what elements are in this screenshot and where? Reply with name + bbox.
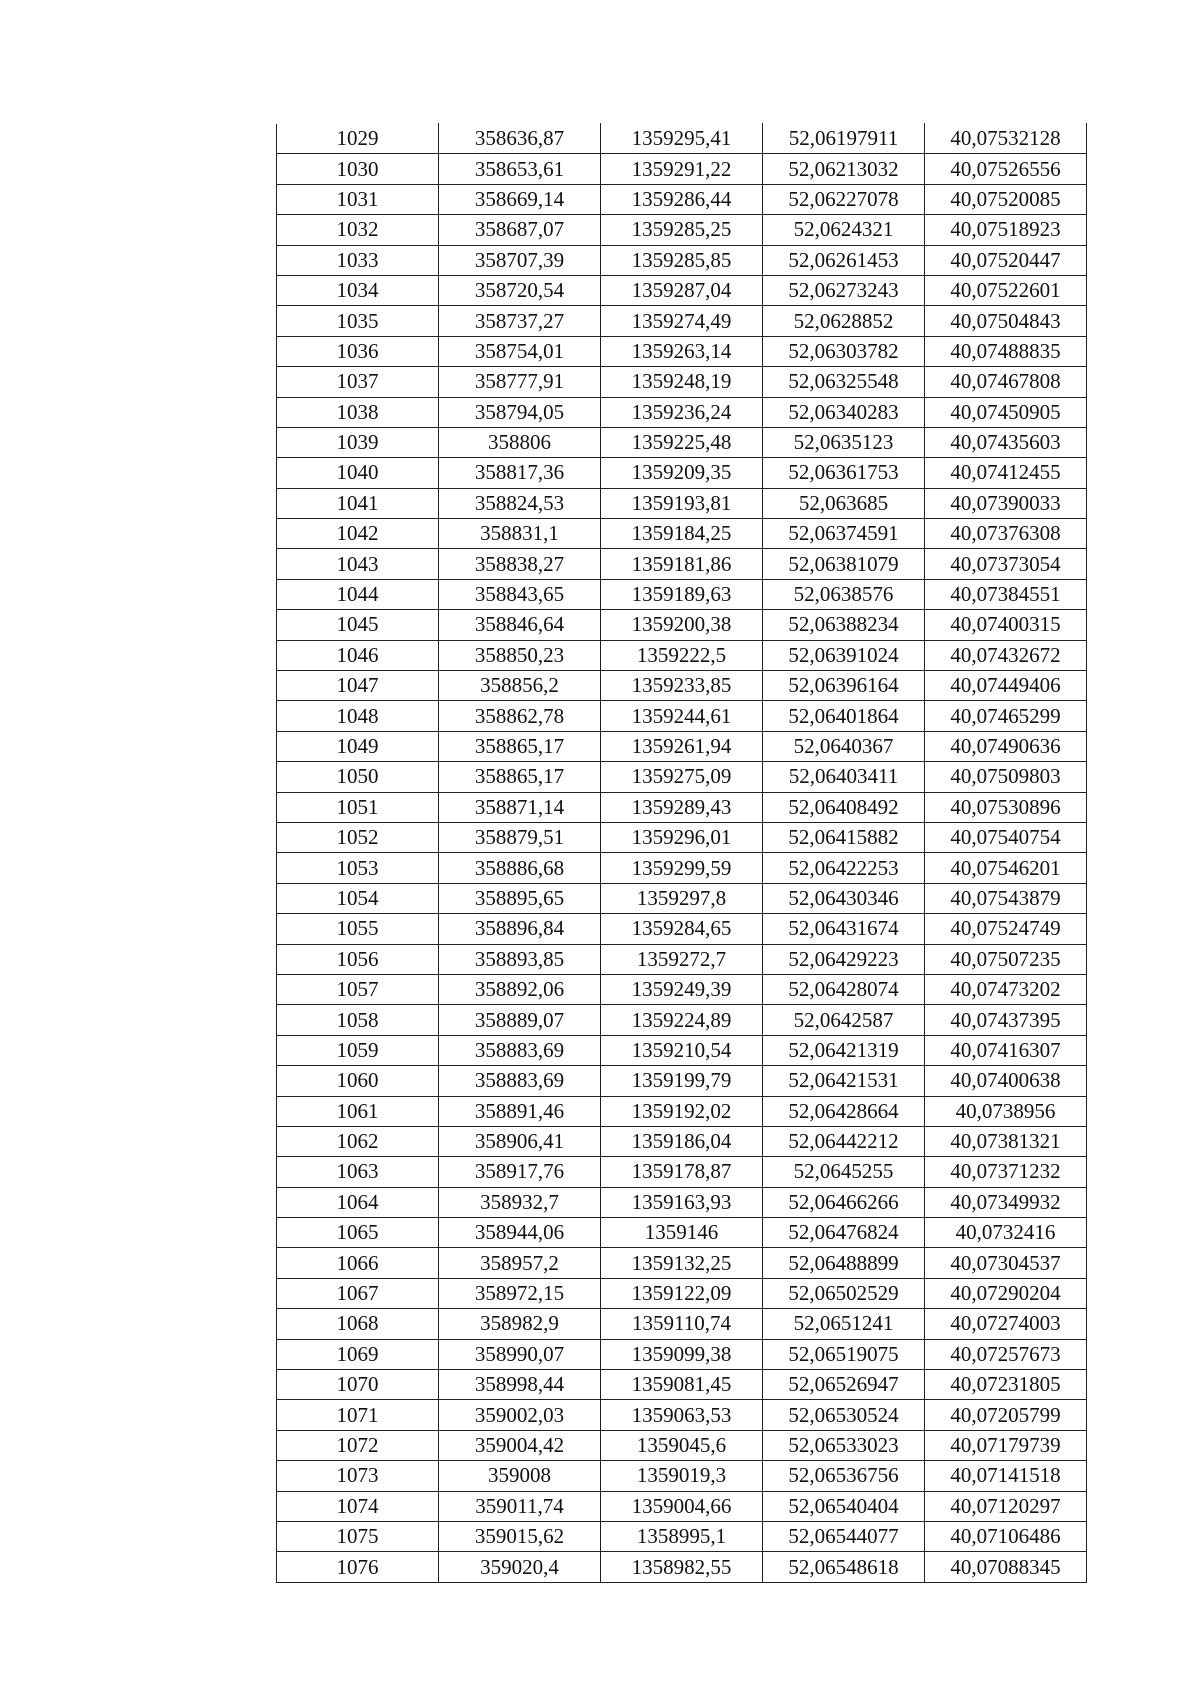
longitude-cell: 40,07526556 bbox=[925, 154, 1087, 184]
latitude-cell: 52,06381079 bbox=[763, 549, 925, 579]
x-coordinate-cell: 358737,27 bbox=[439, 306, 601, 336]
x-coordinate-cell: 359011,74 bbox=[439, 1491, 601, 1521]
table-row bbox=[277, 427, 1087, 457]
latitude-cell: 52,06361753 bbox=[763, 458, 925, 488]
x-coordinate-cell: 359015,62 bbox=[439, 1521, 601, 1551]
table-row bbox=[277, 306, 1087, 336]
longitude-cell: 40,07543879 bbox=[925, 883, 1087, 913]
point-number-cell: 1052 bbox=[277, 822, 439, 852]
latitude-cell: 52,06261453 bbox=[763, 245, 925, 275]
point-number-cell: 1046 bbox=[277, 640, 439, 670]
latitude-cell: 52,0642587 bbox=[763, 1005, 925, 1035]
x-coordinate-cell: 358707,39 bbox=[439, 245, 601, 275]
longitude-cell: 40,07532128 bbox=[925, 124, 1087, 154]
y-coordinate-cell: 1359275,09 bbox=[601, 762, 763, 792]
point-number-cell: 1031 bbox=[277, 184, 439, 214]
point-number-cell: 1038 bbox=[277, 397, 439, 427]
latitude-cell: 52,06303782 bbox=[763, 336, 925, 366]
point-number-cell: 1073 bbox=[277, 1461, 439, 1491]
longitude-cell: 40,07088345 bbox=[925, 1552, 1087, 1582]
longitude-cell: 40,07490636 bbox=[925, 731, 1087, 761]
latitude-cell: 52,06533023 bbox=[763, 1430, 925, 1460]
point-number-cell: 1045 bbox=[277, 610, 439, 640]
latitude-cell: 52,06431674 bbox=[763, 914, 925, 944]
longitude-cell: 40,07504843 bbox=[925, 306, 1087, 336]
table-row bbox=[277, 1400, 1087, 1430]
table-row bbox=[277, 1157, 1087, 1187]
longitude-cell: 40,07400638 bbox=[925, 1066, 1087, 1096]
longitude-cell: 40,07120297 bbox=[925, 1491, 1087, 1521]
point-number-cell: 1060 bbox=[277, 1066, 439, 1096]
point-number-cell: 1042 bbox=[277, 519, 439, 549]
x-coordinate-cell: 358843,65 bbox=[439, 579, 601, 609]
x-coordinate-cell: 358720,54 bbox=[439, 275, 601, 305]
y-coordinate-cell: 1359248,19 bbox=[601, 367, 763, 397]
point-number-cell: 1072 bbox=[277, 1430, 439, 1460]
longitude-cell: 40,07449406 bbox=[925, 671, 1087, 701]
longitude-cell: 40,07509803 bbox=[925, 762, 1087, 792]
longitude-cell: 40,07524749 bbox=[925, 914, 1087, 944]
latitude-cell: 52,06536756 bbox=[763, 1461, 925, 1491]
latitude-cell: 52,06442212 bbox=[763, 1126, 925, 1156]
table-row bbox=[277, 275, 1087, 305]
y-coordinate-cell: 1359063,53 bbox=[601, 1400, 763, 1430]
y-coordinate-cell: 1359295,41 bbox=[601, 124, 763, 154]
latitude-cell: 52,06197911 bbox=[763, 124, 925, 154]
coordinates-table bbox=[276, 123, 1087, 1583]
x-coordinate-cell: 358896,84 bbox=[439, 914, 601, 944]
x-coordinate-cell: 358957,2 bbox=[439, 1248, 601, 1278]
latitude-cell: 52,06415882 bbox=[763, 822, 925, 852]
latitude-cell: 52,06429223 bbox=[763, 944, 925, 974]
x-coordinate-cell: 358982,9 bbox=[439, 1309, 601, 1339]
point-number-cell: 1056 bbox=[277, 944, 439, 974]
point-number-cell: 1059 bbox=[277, 1035, 439, 1065]
coordinates-table-body bbox=[277, 124, 1087, 1583]
table-row bbox=[277, 579, 1087, 609]
y-coordinate-cell: 1359200,38 bbox=[601, 610, 763, 640]
table-row bbox=[277, 488, 1087, 518]
latitude-cell: 52,06421531 bbox=[763, 1066, 925, 1096]
latitude-cell: 52,06401864 bbox=[763, 701, 925, 731]
x-coordinate-cell: 358865,17 bbox=[439, 762, 601, 792]
y-coordinate-cell: 1359209,35 bbox=[601, 458, 763, 488]
y-coordinate-cell: 1359287,04 bbox=[601, 275, 763, 305]
y-coordinate-cell: 1359163,93 bbox=[601, 1187, 763, 1217]
longitude-cell: 40,07473202 bbox=[925, 974, 1087, 1004]
x-coordinate-cell: 358669,14 bbox=[439, 184, 601, 214]
point-number-cell: 1039 bbox=[277, 427, 439, 457]
point-number-cell: 1033 bbox=[277, 245, 439, 275]
point-number-cell: 1068 bbox=[277, 1309, 439, 1339]
y-coordinate-cell: 1359261,94 bbox=[601, 731, 763, 761]
latitude-cell: 52,0640367 bbox=[763, 731, 925, 761]
point-number-cell: 1065 bbox=[277, 1218, 439, 1248]
table-row bbox=[277, 336, 1087, 366]
x-coordinate-cell: 358871,14 bbox=[439, 792, 601, 822]
latitude-cell: 52,06403411 bbox=[763, 762, 925, 792]
x-coordinate-cell: 358862,78 bbox=[439, 701, 601, 731]
table-row bbox=[277, 944, 1087, 974]
longitude-cell: 40,07465299 bbox=[925, 701, 1087, 731]
longitude-cell: 40,07467808 bbox=[925, 367, 1087, 397]
x-coordinate-cell: 358891,46 bbox=[439, 1096, 601, 1126]
point-number-cell: 1054 bbox=[277, 883, 439, 913]
table-row bbox=[277, 397, 1087, 427]
point-number-cell: 1075 bbox=[277, 1521, 439, 1551]
y-coordinate-cell: 1359189,63 bbox=[601, 579, 763, 609]
longitude-cell: 40,07412455 bbox=[925, 458, 1087, 488]
y-coordinate-cell: 1359296,01 bbox=[601, 822, 763, 852]
y-coordinate-cell: 1359285,25 bbox=[601, 215, 763, 245]
x-coordinate-cell: 358906,41 bbox=[439, 1126, 601, 1156]
point-number-cell: 1064 bbox=[277, 1187, 439, 1217]
latitude-cell: 52,06422253 bbox=[763, 853, 925, 883]
latitude-cell: 52,06428664 bbox=[763, 1096, 925, 1126]
x-coordinate-cell: 358846,64 bbox=[439, 610, 601, 640]
table-row bbox=[277, 1521, 1087, 1551]
table-row bbox=[277, 1066, 1087, 1096]
x-coordinate-cell: 358856,2 bbox=[439, 671, 601, 701]
y-coordinate-cell: 1359199,79 bbox=[601, 1066, 763, 1096]
x-coordinate-cell: 358932,7 bbox=[439, 1187, 601, 1217]
point-number-cell: 1051 bbox=[277, 792, 439, 822]
table-row bbox=[277, 883, 1087, 913]
point-number-cell: 1032 bbox=[277, 215, 439, 245]
point-number-cell: 1069 bbox=[277, 1339, 439, 1369]
point-number-cell: 1049 bbox=[277, 731, 439, 761]
longitude-cell: 40,07520085 bbox=[925, 184, 1087, 214]
x-coordinate-cell: 359004,42 bbox=[439, 1430, 601, 1460]
y-coordinate-cell: 1359224,89 bbox=[601, 1005, 763, 1035]
longitude-cell: 40,07106486 bbox=[925, 1521, 1087, 1551]
x-coordinate-cell: 358754,01 bbox=[439, 336, 601, 366]
latitude-cell: 52,06227078 bbox=[763, 184, 925, 214]
table-row bbox=[277, 1309, 1087, 1339]
point-number-cell: 1047 bbox=[277, 671, 439, 701]
point-number-cell: 1070 bbox=[277, 1370, 439, 1400]
table-row bbox=[277, 1126, 1087, 1156]
point-number-cell: 1057 bbox=[277, 974, 439, 1004]
latitude-cell: 52,0628852 bbox=[763, 306, 925, 336]
table-row bbox=[277, 1005, 1087, 1035]
longitude-cell: 40,07304537 bbox=[925, 1248, 1087, 1278]
latitude-cell: 52,06396164 bbox=[763, 671, 925, 701]
longitude-cell: 40,07390033 bbox=[925, 488, 1087, 518]
table-row bbox=[277, 1035, 1087, 1065]
table-row bbox=[277, 154, 1087, 184]
x-coordinate-cell: 358831,1 bbox=[439, 519, 601, 549]
y-coordinate-cell: 1359045,6 bbox=[601, 1430, 763, 1460]
y-coordinate-cell: 1359249,39 bbox=[601, 974, 763, 1004]
y-coordinate-cell: 1359019,3 bbox=[601, 1461, 763, 1491]
longitude-cell: 40,07274003 bbox=[925, 1309, 1087, 1339]
latitude-cell: 52,06502529 bbox=[763, 1278, 925, 1308]
x-coordinate-cell: 358883,69 bbox=[439, 1066, 601, 1096]
x-coordinate-cell: 359008 bbox=[439, 1461, 601, 1491]
x-coordinate-cell: 358998,44 bbox=[439, 1370, 601, 1400]
longitude-cell: 40,07435603 bbox=[925, 427, 1087, 457]
table-row bbox=[277, 519, 1087, 549]
table-row bbox=[277, 853, 1087, 883]
latitude-cell: 52,06391024 bbox=[763, 640, 925, 670]
y-coordinate-cell: 1359297,8 bbox=[601, 883, 763, 913]
point-number-cell: 1062 bbox=[277, 1126, 439, 1156]
longitude-cell: 40,07376308 bbox=[925, 519, 1087, 549]
point-number-cell: 1035 bbox=[277, 306, 439, 336]
y-coordinate-cell: 1359291,22 bbox=[601, 154, 763, 184]
longitude-cell: 40,07381321 bbox=[925, 1126, 1087, 1156]
y-coordinate-cell: 1359192,02 bbox=[601, 1096, 763, 1126]
latitude-cell: 52,06421319 bbox=[763, 1035, 925, 1065]
x-coordinate-cell: 358892,06 bbox=[439, 974, 601, 1004]
table-row bbox=[277, 124, 1087, 154]
table-row bbox=[277, 792, 1087, 822]
table-row bbox=[277, 458, 1087, 488]
longitude-cell: 40,07349932 bbox=[925, 1187, 1087, 1217]
x-coordinate-cell: 358806 bbox=[439, 427, 601, 457]
x-coordinate-cell: 358794,05 bbox=[439, 397, 601, 427]
latitude-cell: 52,06519075 bbox=[763, 1339, 925, 1369]
y-coordinate-cell: 1359210,54 bbox=[601, 1035, 763, 1065]
x-coordinate-cell: 358865,17 bbox=[439, 731, 601, 761]
latitude-cell: 52,06213032 bbox=[763, 154, 925, 184]
latitude-cell: 52,06388234 bbox=[763, 610, 925, 640]
table-row bbox=[277, 974, 1087, 1004]
y-coordinate-cell: 1359178,87 bbox=[601, 1157, 763, 1187]
longitude-cell: 40,07231805 bbox=[925, 1370, 1087, 1400]
y-coordinate-cell: 1359274,49 bbox=[601, 306, 763, 336]
latitude-cell: 52,06540404 bbox=[763, 1491, 925, 1521]
latitude-cell: 52,0638576 bbox=[763, 579, 925, 609]
x-coordinate-cell: 358883,69 bbox=[439, 1035, 601, 1065]
x-coordinate-cell: 358653,61 bbox=[439, 154, 601, 184]
point-number-cell: 1058 bbox=[277, 1005, 439, 1035]
latitude-cell: 52,06544077 bbox=[763, 1521, 925, 1551]
longitude-cell: 40,07488835 bbox=[925, 336, 1087, 366]
table-row bbox=[277, 822, 1087, 852]
x-coordinate-cell: 358824,53 bbox=[439, 488, 601, 518]
point-number-cell: 1067 bbox=[277, 1278, 439, 1308]
latitude-cell: 52,0651241 bbox=[763, 1309, 925, 1339]
table-row bbox=[277, 1552, 1087, 1582]
point-number-cell: 1041 bbox=[277, 488, 439, 518]
latitude-cell: 52,06325548 bbox=[763, 367, 925, 397]
x-coordinate-cell: 358850,23 bbox=[439, 640, 601, 670]
x-coordinate-cell: 358879,51 bbox=[439, 822, 601, 852]
longitude-cell: 40,07290204 bbox=[925, 1278, 1087, 1308]
longitude-cell: 40,0738956 bbox=[925, 1096, 1087, 1126]
point-number-cell: 1071 bbox=[277, 1400, 439, 1430]
y-coordinate-cell: 1359110,74 bbox=[601, 1309, 763, 1339]
y-coordinate-cell: 1359004,66 bbox=[601, 1491, 763, 1521]
point-number-cell: 1040 bbox=[277, 458, 439, 488]
point-number-cell: 1036 bbox=[277, 336, 439, 366]
longitude-cell: 40,07141518 bbox=[925, 1461, 1087, 1491]
table-row bbox=[277, 610, 1087, 640]
y-coordinate-cell: 1359286,44 bbox=[601, 184, 763, 214]
point-number-cell: 1037 bbox=[277, 367, 439, 397]
latitude-cell: 52,063685 bbox=[763, 488, 925, 518]
latitude-cell: 52,06408492 bbox=[763, 792, 925, 822]
longitude-cell: 40,07546201 bbox=[925, 853, 1087, 883]
latitude-cell: 52,06340283 bbox=[763, 397, 925, 427]
y-coordinate-cell: 1359284,65 bbox=[601, 914, 763, 944]
x-coordinate-cell: 359002,03 bbox=[439, 1400, 601, 1430]
table-row bbox=[277, 1096, 1087, 1126]
x-coordinate-cell: 359020,4 bbox=[439, 1552, 601, 1582]
y-coordinate-cell: 1359222,5 bbox=[601, 640, 763, 670]
latitude-cell: 52,0624321 bbox=[763, 215, 925, 245]
latitude-cell: 52,0645255 bbox=[763, 1157, 925, 1187]
longitude-cell: 40,07437395 bbox=[925, 1005, 1087, 1035]
latitude-cell: 52,06273243 bbox=[763, 275, 925, 305]
point-number-cell: 1074 bbox=[277, 1491, 439, 1521]
y-coordinate-cell: 1359263,14 bbox=[601, 336, 763, 366]
y-coordinate-cell: 1359244,61 bbox=[601, 701, 763, 731]
longitude-cell: 40,07205799 bbox=[925, 1400, 1087, 1430]
point-number-cell: 1043 bbox=[277, 549, 439, 579]
latitude-cell: 52,06526947 bbox=[763, 1370, 925, 1400]
longitude-cell: 40,07522601 bbox=[925, 275, 1087, 305]
point-number-cell: 1053 bbox=[277, 853, 439, 883]
x-coordinate-cell: 358687,07 bbox=[439, 215, 601, 245]
y-coordinate-cell: 1359122,09 bbox=[601, 1278, 763, 1308]
table-row bbox=[277, 1430, 1087, 1460]
y-coordinate-cell: 1359233,85 bbox=[601, 671, 763, 701]
x-coordinate-cell: 358889,07 bbox=[439, 1005, 601, 1035]
table-row bbox=[277, 671, 1087, 701]
latitude-cell: 52,06548618 bbox=[763, 1552, 925, 1582]
table-row bbox=[277, 640, 1087, 670]
x-coordinate-cell: 358838,27 bbox=[439, 549, 601, 579]
point-number-cell: 1055 bbox=[277, 914, 439, 944]
y-coordinate-cell: 1359099,38 bbox=[601, 1339, 763, 1369]
longitude-cell: 40,07520447 bbox=[925, 245, 1087, 275]
x-coordinate-cell: 358895,65 bbox=[439, 883, 601, 913]
point-number-cell: 1048 bbox=[277, 701, 439, 731]
y-coordinate-cell: 1359132,25 bbox=[601, 1248, 763, 1278]
y-coordinate-cell: 1359299,59 bbox=[601, 853, 763, 883]
longitude-cell: 40,07179739 bbox=[925, 1430, 1087, 1460]
point-number-cell: 1061 bbox=[277, 1096, 439, 1126]
x-coordinate-cell: 358893,85 bbox=[439, 944, 601, 974]
point-number-cell: 1076 bbox=[277, 1552, 439, 1582]
longitude-cell: 40,0732416 bbox=[925, 1218, 1087, 1248]
table-row bbox=[277, 1248, 1087, 1278]
y-coordinate-cell: 1359184,25 bbox=[601, 519, 763, 549]
latitude-cell: 52,0635123 bbox=[763, 427, 925, 457]
latitude-cell: 52,06428074 bbox=[763, 974, 925, 1004]
point-number-cell: 1044 bbox=[277, 579, 439, 609]
x-coordinate-cell: 358944,06 bbox=[439, 1218, 601, 1248]
table-row bbox=[277, 1339, 1087, 1369]
table-row bbox=[277, 1370, 1087, 1400]
longitude-cell: 40,07530896 bbox=[925, 792, 1087, 822]
y-coordinate-cell: 1359285,85 bbox=[601, 245, 763, 275]
y-coordinate-cell: 1359272,7 bbox=[601, 944, 763, 974]
longitude-cell: 40,07450905 bbox=[925, 397, 1087, 427]
x-coordinate-cell: 358972,15 bbox=[439, 1278, 601, 1308]
longitude-cell: 40,07257673 bbox=[925, 1339, 1087, 1369]
latitude-cell: 52,06476824 bbox=[763, 1218, 925, 1248]
y-coordinate-cell: 1359146 bbox=[601, 1218, 763, 1248]
y-coordinate-cell: 1359236,24 bbox=[601, 397, 763, 427]
point-number-cell: 1034 bbox=[277, 275, 439, 305]
table-row bbox=[277, 1218, 1087, 1248]
latitude-cell: 52,06466266 bbox=[763, 1187, 925, 1217]
table-row bbox=[277, 1461, 1087, 1491]
table-row bbox=[277, 184, 1087, 214]
x-coordinate-cell: 358636,87 bbox=[439, 124, 601, 154]
x-coordinate-cell: 358917,76 bbox=[439, 1157, 601, 1187]
point-number-cell: 1066 bbox=[277, 1248, 439, 1278]
table-row bbox=[277, 1187, 1087, 1217]
table-row bbox=[277, 245, 1087, 275]
latitude-cell: 52,06374591 bbox=[763, 519, 925, 549]
table-row bbox=[277, 1491, 1087, 1521]
point-number-cell: 1029 bbox=[277, 124, 439, 154]
longitude-cell: 40,07540754 bbox=[925, 822, 1087, 852]
longitude-cell: 40,07400315 bbox=[925, 610, 1087, 640]
table-row bbox=[277, 914, 1087, 944]
longitude-cell: 40,07371232 bbox=[925, 1157, 1087, 1187]
y-coordinate-cell: 1359193,81 bbox=[601, 488, 763, 518]
y-coordinate-cell: 1359181,86 bbox=[601, 549, 763, 579]
x-coordinate-cell: 358817,36 bbox=[439, 458, 601, 488]
y-coordinate-cell: 1358982,55 bbox=[601, 1552, 763, 1582]
point-number-cell: 1030 bbox=[277, 154, 439, 184]
y-coordinate-cell: 1359289,43 bbox=[601, 792, 763, 822]
longitude-cell: 40,07373054 bbox=[925, 549, 1087, 579]
table-row bbox=[277, 701, 1087, 731]
table-row bbox=[277, 731, 1087, 761]
y-coordinate-cell: 1359186,04 bbox=[601, 1126, 763, 1156]
table-row bbox=[277, 1278, 1087, 1308]
x-coordinate-cell: 358886,68 bbox=[439, 853, 601, 883]
longitude-cell: 40,07518923 bbox=[925, 215, 1087, 245]
y-coordinate-cell: 1359225,48 bbox=[601, 427, 763, 457]
y-coordinate-cell: 1358995,1 bbox=[601, 1521, 763, 1551]
latitude-cell: 52,06430346 bbox=[763, 883, 925, 913]
table-row bbox=[277, 367, 1087, 397]
longitude-cell: 40,07432672 bbox=[925, 640, 1087, 670]
x-coordinate-cell: 358777,91 bbox=[439, 367, 601, 397]
table-row bbox=[277, 215, 1087, 245]
point-number-cell: 1063 bbox=[277, 1157, 439, 1187]
longitude-cell: 40,07507235 bbox=[925, 944, 1087, 974]
table-row bbox=[277, 549, 1087, 579]
longitude-cell: 40,07384551 bbox=[925, 579, 1087, 609]
latitude-cell: 52,06488899 bbox=[763, 1248, 925, 1278]
y-coordinate-cell: 1359081,45 bbox=[601, 1370, 763, 1400]
longitude-cell: 40,07416307 bbox=[925, 1035, 1087, 1065]
latitude-cell: 52,06530524 bbox=[763, 1400, 925, 1430]
point-number-cell: 1050 bbox=[277, 762, 439, 792]
table-row bbox=[277, 762, 1087, 792]
x-coordinate-cell: 358990,07 bbox=[439, 1339, 601, 1369]
